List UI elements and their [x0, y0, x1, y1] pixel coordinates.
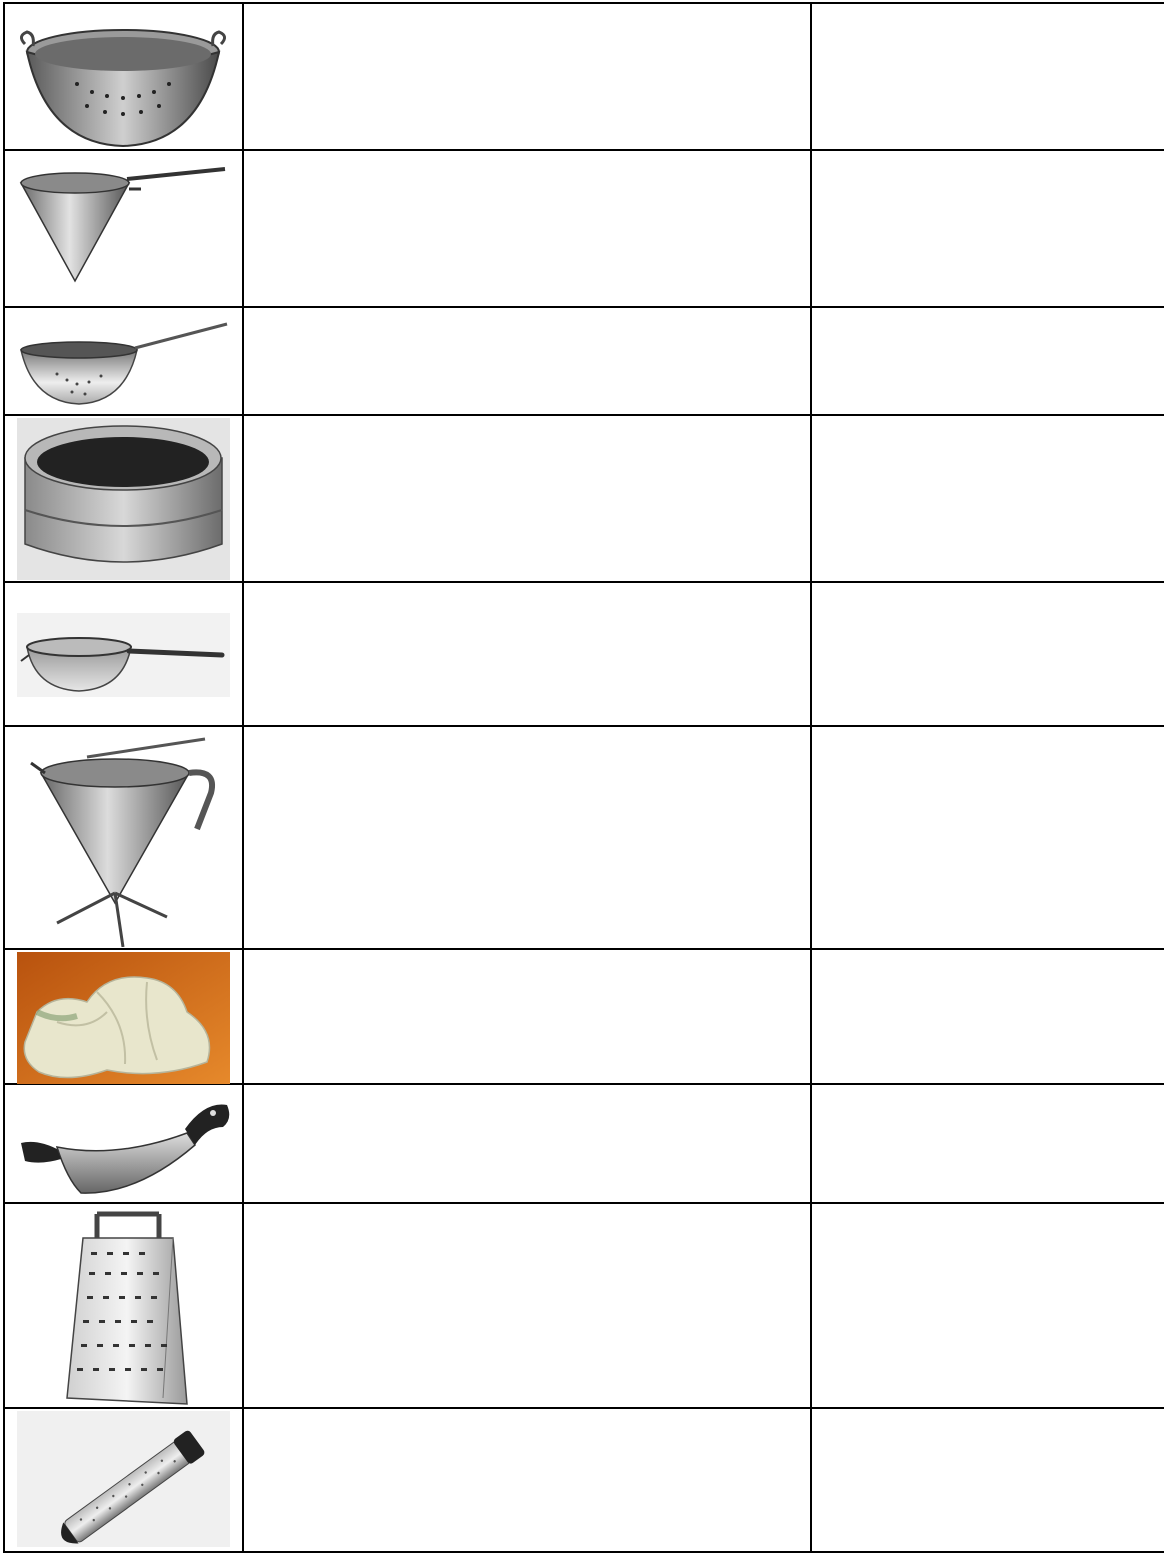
table-row: [4, 1203, 1164, 1408]
table-row: [4, 582, 1164, 726]
tool-note-cell: [811, 949, 1164, 1084]
tool-name-cell: [243, 1203, 811, 1408]
tool-name-cell: [243, 150, 811, 307]
table-row: [4, 415, 1164, 582]
kitchen-tools-table: [3, 2, 1164, 1553]
tool-name-cell: [243, 726, 811, 949]
mesh-sieve-with-handle-icon: [17, 613, 230, 697]
tool-name-cell: [243, 949, 811, 1084]
tool-note-cell: [811, 3, 1164, 150]
perforated-strainer-with-handle-icon: [17, 322, 230, 406]
cylindrical-nutmeg-grater-icon: [17, 1411, 230, 1547]
table-row: [4, 1084, 1164, 1203]
tool-note-cell: [811, 1408, 1164, 1552]
tool-name-cell: [243, 1408, 811, 1552]
tool-note-cell: [811, 726, 1164, 949]
tool-name-cell: [243, 1084, 811, 1203]
tool-image-cell: [4, 726, 243, 949]
drum-sieve-tamis-icon: [17, 418, 230, 580]
tool-image-cell: [4, 150, 243, 307]
chinois-conical-strainer-icon: [17, 161, 230, 289]
tool-name-cell: [243, 415, 811, 582]
table-row: [4, 1408, 1164, 1552]
tool-name-cell: [243, 582, 811, 726]
tool-note-cell: [811, 150, 1164, 307]
colander-bowl-with-handles-icon: [17, 14, 230, 150]
table-row: [4, 307, 1164, 415]
tool-note-cell: [811, 582, 1164, 726]
conical-funnel-on-stand-icon: [17, 733, 230, 947]
box-grater-icon: [17, 1208, 230, 1408]
mezzaluna-rocking-knife-icon: [17, 1099, 230, 1199]
tool-name-cell: [243, 3, 811, 150]
tool-image-cell: [4, 415, 243, 582]
tool-note-cell: [811, 307, 1164, 415]
tool-image-cell: [4, 1408, 243, 1552]
table-row: [4, 949, 1164, 1084]
table-row: [4, 726, 1164, 949]
tool-image-cell: [4, 1084, 243, 1203]
table-row: [4, 150, 1164, 307]
cheesecloth-icon: [17, 952, 230, 1084]
tool-image-cell: [4, 307, 243, 415]
tool-image-cell: [4, 949, 243, 1084]
tool-name-cell: [243, 307, 811, 415]
tool-image-cell: [4, 582, 243, 726]
table-row: [4, 3, 1164, 150]
tool-note-cell: [811, 1084, 1164, 1203]
tool-image-cell: [4, 1203, 243, 1408]
tool-image-cell: [4, 3, 243, 150]
tool-note-cell: [811, 1203, 1164, 1408]
tool-note-cell: [811, 415, 1164, 582]
